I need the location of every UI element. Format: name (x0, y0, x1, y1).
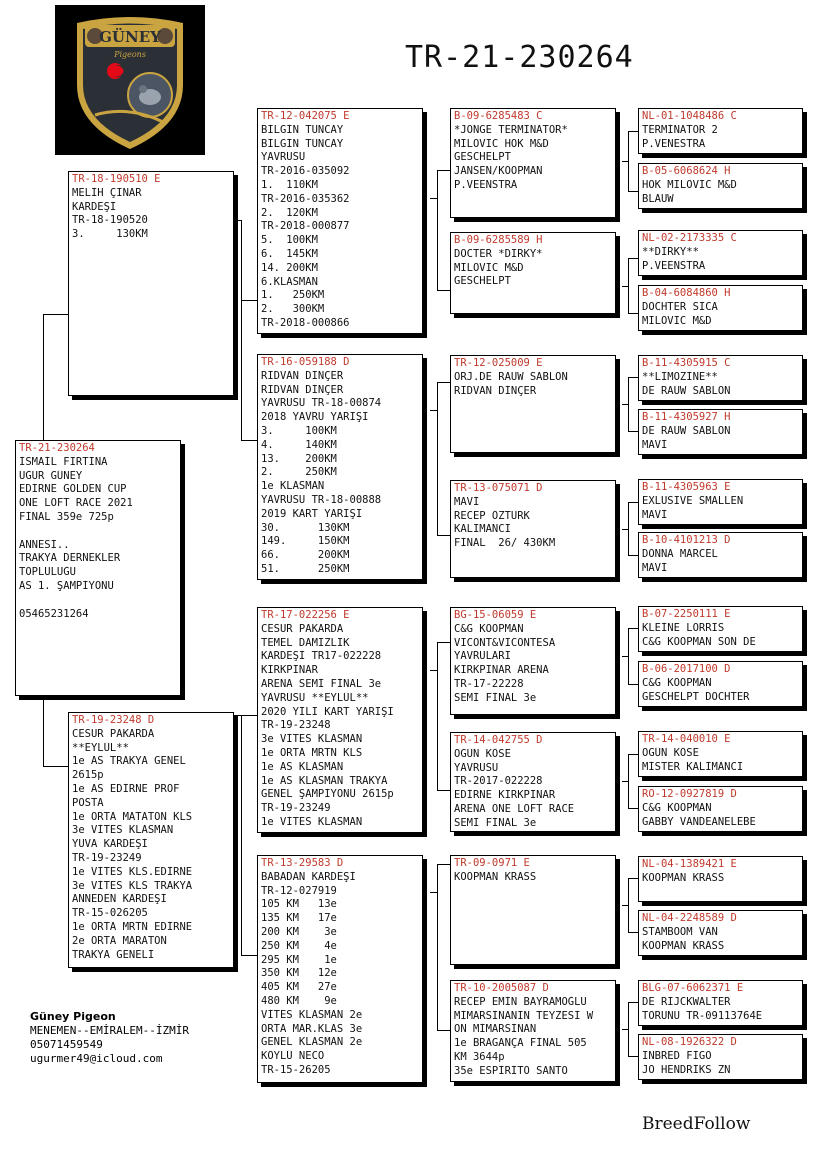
ring-number: B-11-4305963 E (642, 481, 731, 493)
connector-line (43, 766, 68, 767)
pedigree-line: TEMEL DAMIZLIK (261, 636, 350, 649)
ring-number: TR-16-059188 D (261, 356, 350, 368)
connector-line (234, 220, 241, 221)
connector-line (622, 529, 628, 530)
pedigree-line (19, 525, 177, 539)
connector-line (43, 314, 44, 440)
pedigree-line: DOCHTER SICA (642, 300, 718, 313)
pedigree-line: EDİRNE KIRKPINAR (454, 789, 556, 802)
connector-line (628, 131, 638, 132)
pedigree-line: DE RAUW SABLON (642, 384, 731, 397)
svg-text:GÜNEY: GÜNEY (99, 28, 161, 46)
pedigree-line: 1e ORTA MRTN KLS (261, 746, 363, 759)
pedigree-line: DE RAUW SABLON (642, 424, 731, 437)
pedigree-line: 2615p (72, 769, 104, 782)
pedigree-line: 2. 120KM (261, 206, 318, 219)
pedigree-line: KOOPMAN KRASS (642, 939, 725, 952)
connector-line (628, 878, 638, 879)
pedigree-line: 05465231264 (19, 607, 89, 620)
pedigree-line: MAVİ (642, 508, 668, 521)
pedigree-line: FİNAL 26/ 430KM (454, 537, 556, 550)
connector-line (628, 502, 629, 555)
pedigree-line: 1e VİTES KLS.EDİRNE (72, 865, 193, 878)
ring-number: TR-10-2005087 D (454, 982, 549, 994)
pedigree-line: İSMAİL FIRTINA (19, 455, 108, 468)
owner-phone[interactable]: 05071459549 (30, 1038, 103, 1051)
ring-number: NL-08-1926322 D (642, 1036, 737, 1048)
pedigree-line: 51. 250KM (261, 562, 350, 575)
pedigree-line: ON MİMARSİNAN (454, 1023, 537, 1036)
pedigree-line: 135 KM 17e (261, 912, 337, 925)
pedigree-line: YAVRUSU TR-18-00874 (261, 397, 382, 410)
pedigree-line: TOPLULUĞU (19, 566, 76, 579)
ring-number: B-07-2250111 E (642, 608, 731, 620)
pedigree-line: UĞUR GÜNEY (19, 469, 83, 482)
connector-line (622, 905, 628, 906)
pedigree-line: 1e VİTES KLASMAN (261, 815, 363, 828)
pedigree-line: KOOPMAN KRASS (454, 870, 537, 883)
pedigree-line: MİMARSİNANIN TEYZESİ W (454, 1009, 594, 1022)
sire-box (68, 171, 234, 396)
ring-number: TR-12-025009 E (454, 357, 543, 369)
pedigree-line: *JONGE TERMINATOR* (454, 123, 568, 136)
pedigree-line: RIDVAN DİNÇER (261, 369, 344, 382)
connector-line (437, 642, 450, 643)
grandparent-box-3 (257, 607, 423, 833)
great-grandparent-box-5 (450, 607, 616, 715)
pedigree-line: HOK MILOVIC M&D (642, 178, 737, 191)
connector-line (628, 754, 629, 808)
owner-info (30, 1010, 189, 1066)
connector-line (628, 808, 638, 809)
pedigree-line: 6. 145KM (261, 247, 318, 260)
pedigree-line: 250 KM 4e (261, 939, 337, 952)
great-grandparent-box-6 (450, 732, 616, 832)
connector-line (628, 377, 638, 378)
ring-number: B-10-4101213 D (642, 534, 731, 546)
ring-number: TR-17-022256 E (261, 609, 350, 621)
pedigree-line: 1e AS TRAKYA GENEL (72, 755, 186, 768)
pedigree-line: BLAUW (642, 192, 674, 205)
pedigree-line: YAVRUSU (454, 761, 499, 774)
grandparent-box-2 (257, 354, 423, 580)
ring-number: NL-04-1389421 E (642, 858, 737, 870)
pedigree-line: RIDVAN DİNÇER (261, 383, 344, 396)
pedigree-line (19, 594, 177, 608)
pedigree-line: 3e VİTES KLASMAN (72, 824, 174, 837)
pedigree-line: TR-2018-000866 (261, 316, 350, 329)
connector-line (628, 258, 629, 313)
connector-line (430, 670, 437, 671)
connector-line (437, 790, 450, 791)
shield-logo-icon (55, 5, 205, 155)
connector-line (628, 431, 638, 432)
pedigree-line: RIDVAN DİNÇER (454, 384, 537, 397)
connector-line (241, 220, 242, 440)
pedigree-line: YUVA KARDEŞİ (72, 838, 148, 851)
ring-number: BG-15-06059 E (454, 609, 537, 621)
pedigree-line: SEMİ FİNAL 3e (454, 691, 537, 704)
ggg-parent-box-4 (638, 285, 803, 331)
logo (55, 5, 205, 155)
pedigree-line: 2019 KART YARIŞI (261, 507, 363, 520)
pedigree-line: BİLGİN TUNCAY (261, 137, 344, 150)
connector-line (628, 191, 638, 192)
pedigree-line: C&G KOOPMAN (642, 676, 712, 689)
pedigree-line: GESCHELPT (454, 275, 511, 288)
connector-line (437, 1030, 450, 1031)
ggg-parent-box-11 (638, 731, 803, 777)
pedigree-line: C&G KOOPMAN SON DE (642, 635, 756, 648)
pedigree-line: ANNEDEN KARDEŞİ (72, 893, 167, 906)
pedigree-line: 1. 250KM (261, 289, 325, 302)
pedigree-line: TRAKYA GENELİ (72, 948, 155, 961)
connector-line (241, 715, 242, 955)
ring-number: B-09-6285483 C (454, 110, 543, 122)
pedigree-line: GESCHELPT DOCHTER (642, 690, 750, 703)
ring-number: TR-13-29583 D (261, 857, 344, 869)
pedigree-line: C&G KOOPMAN (642, 801, 712, 814)
connector-line (437, 864, 450, 865)
pedigree-line: DE RİJCKWALTER (642, 995, 731, 1008)
pedigree-line: **LIMOZINE** (642, 370, 718, 383)
pedigree-line: 2020 YILI KART YARIŞI (261, 705, 394, 718)
ggg-parent-box-8 (638, 532, 803, 578)
pedigree-line: KOOPMAN KRASS (642, 871, 725, 884)
ring-number: TR-13-075071 D (454, 482, 543, 494)
pedigree-line: ORJ.DE RAUW SABLON (454, 370, 568, 383)
connector-line (43, 314, 68, 315)
owner-address: MENEMEN--EMİRALEM--İZMİR (30, 1024, 189, 1037)
ggg-parent-box-15 (638, 980, 803, 1026)
pedigree-line: EDİRNE GOLDEN CUP (19, 483, 127, 496)
pedigree-line: VICONT&VICONTESA (454, 636, 556, 649)
pedigree-line: MAVİ (454, 495, 480, 508)
pedigree-line: 5. 100KM (261, 234, 318, 247)
pedigree-line: **EYLÜL** (72, 741, 129, 754)
pedigree-title: TR-21-230264 (405, 40, 634, 75)
grandparent-box-1 (257, 108, 423, 334)
pedigree-line: CESUR PAKARDA (261, 622, 344, 635)
pedigree-line: 1e ORTA MATATON KLS (72, 810, 193, 823)
pedigree-line: P.VEENSTRA (454, 178, 518, 191)
pedigree-line: KLEİNE LORRIS (642, 621, 725, 634)
pedigree-line: ONE LOFT RACE 2021 (19, 497, 133, 510)
pedigree-line: 3e VİTES KLASMAN (261, 733, 363, 746)
pedigree-line: TR-17-22228 (454, 677, 524, 690)
connector-line (430, 410, 437, 411)
connector-line (628, 932, 638, 933)
great-grandparent-box-1 (450, 108, 616, 218)
pedigree-line: P.VEENSTRA (642, 259, 706, 272)
pedigree-line: KIRKPINAR (261, 664, 318, 677)
great-grandparent-box-2 (450, 232, 616, 314)
ggg-parent-box-9 (638, 606, 803, 652)
pedigree-line: 66. 200KM (261, 549, 350, 562)
pedigree-line: ARENA SEMİ FİNAL 3e (261, 677, 382, 690)
dam-box (68, 712, 234, 968)
connector-line (628, 1002, 638, 1003)
ggg-parent-box-14 (638, 910, 803, 956)
connector-line (628, 377, 629, 431)
ring-number: B-09-6285589 H (454, 234, 543, 246)
pedigree-line: DONNA MARCEL (642, 547, 718, 560)
owner-email[interactable]: ugurmer49@icloud.com (30, 1052, 163, 1065)
pedigree-line: KM 3644p (454, 1050, 505, 1063)
pedigree-line: C&G KOOPMAN (454, 622, 524, 635)
pedigree-line: INBRED FİGO (642, 1049, 712, 1062)
pedigree-line: FİNAL 359e 725p (19, 510, 114, 523)
pedigree-line: 295 KM 1e (261, 953, 337, 966)
pedigree-line: YAVRUSU (261, 151, 306, 164)
connector-line (241, 715, 257, 716)
ggg-parent-box-10 (638, 661, 803, 707)
pedigree-line: 2e ORTA MARATON (72, 934, 167, 947)
connector-line (437, 290, 450, 291)
connector-line (628, 684, 638, 685)
ggg-parent-box-16 (638, 1034, 803, 1080)
pedigree-line: 30. 130KM (261, 521, 350, 534)
connector-line (437, 864, 438, 1030)
pedigree-line: TR-12-027919 (261, 884, 337, 897)
ring-number: B-11-4305915 C (642, 357, 731, 369)
pedigree-line: 1e KLASMAN (261, 480, 325, 493)
ring-number: RO-12-0927819 D (642, 788, 737, 800)
ggg-parent-box-2 (638, 163, 803, 209)
ggg-parent-box-12 (638, 786, 803, 832)
ring-number: TR-09-0971 E (454, 857, 530, 869)
pedigree-line: 3. 100KM (261, 424, 337, 437)
pedigree-line: MİSTER KALİMANCI (642, 760, 744, 773)
pedigree-line: KIRKPINAR ARENA (454, 664, 549, 677)
pedigree-line: OGÜN KÖSE (642, 746, 699, 759)
ring-number: TR-19-23248 D (72, 714, 155, 726)
pedigree-line: 1e BRAGANÇA FİNAL 505 (454, 1037, 587, 1050)
connector-line (628, 628, 638, 629)
pedigree-line: RECEP ÖZTÜRK (454, 509, 530, 522)
pedigree-line: GENEL KLASMAN 2e (261, 1036, 363, 1049)
pedigree-line: 350 KM 12e (261, 967, 337, 980)
subject-box (15, 440, 181, 696)
connector-line (241, 440, 257, 441)
connector-line (437, 535, 450, 536)
pedigree-line: CESUR PAKARDA (72, 727, 155, 740)
pedigree-line: MILOVIC M&D (642, 314, 712, 327)
great-grandparent-box-3 (450, 355, 616, 453)
ring-number: TR-18-190510 E (72, 173, 161, 185)
pedigree-line: TERMİNATOR 2 (642, 123, 718, 136)
pedigree-line: MILOVIC M&D (454, 261, 524, 274)
ring-number: B-04-6084860 H (642, 287, 731, 299)
pedigree-line: ORTA MAR.KLAS 3e (261, 1022, 363, 1035)
connector-line (622, 1029, 628, 1030)
pedigree-line: 1e ORTA MRTN EDİRNE (72, 920, 193, 933)
pedigree-line: TR-15-026205 (72, 907, 148, 920)
pedigree-line: KARDEŞİ TR17-022228 (261, 650, 382, 663)
pedigree-line: KARDEŞİ (72, 200, 117, 213)
pedigree-line: 2. 300KM (261, 303, 325, 316)
pedigree-line: 3. 130KM (72, 228, 148, 241)
pedigree-line: EXLUSIVE SMALLEN (642, 494, 744, 507)
pedigree-line: ANNESİ.. (19, 538, 70, 551)
pedigree-line: 480 KM 9e (261, 994, 337, 1007)
pedigree-line: 14. 200KM (261, 261, 318, 274)
pedigree-line: TR-2016-035092 (261, 165, 350, 178)
connector-line (628, 131, 629, 191)
pedigree-line: POSTA (72, 796, 104, 809)
pedigree-line: ARENA ONE LOFT RACE (454, 802, 575, 815)
ggg-parent-box-7 (638, 479, 803, 525)
ring-number: TR-21-230264 (19, 442, 95, 454)
connector-line (622, 404, 628, 405)
ring-number: B-06-2017100 D (642, 663, 731, 675)
pedigree-line: TRAKYA DERNEKLER (19, 552, 121, 565)
connector-line (622, 781, 628, 782)
pedigree-line: 1. 110KM (261, 178, 318, 191)
pedigree-line: TR-15-26205 (261, 1063, 331, 1076)
connector-line (628, 258, 638, 259)
ring-number: TR-12-042075 E (261, 110, 350, 122)
grandparent-box-4 (257, 855, 423, 1083)
connector-line (437, 382, 438, 535)
connector-line (437, 170, 450, 171)
pedigree-line: MILOVIC HOK M&D (454, 137, 549, 150)
great-grandparent-box-4 (450, 480, 616, 578)
pedigree-line: OGÜN KÖSE (454, 747, 511, 760)
pedigree-line: BİLGİN TUNCAY (261, 123, 344, 136)
connector-line (437, 170, 438, 290)
ring-number: B-11-4305927 H (642, 411, 731, 423)
connector-line (628, 502, 638, 503)
great-grandparent-box-7 (450, 855, 616, 965)
ring-number: NL-02-2173335 C (642, 232, 737, 244)
pedigree-line: BABADAN KARDEŞİ (261, 870, 356, 883)
pedigree-line: 149. 150KM (261, 535, 350, 548)
pedigree-line: TR-19-23248 (261, 719, 331, 732)
connector-line (430, 198, 437, 199)
pedigree-line: MAVİ (642, 438, 668, 451)
pedigree-line: TR-18-190520 (72, 214, 148, 227)
pedigree-line: TORUNU TR-09113764E (642, 1009, 763, 1022)
pedigree-line: 1e AS KLASMAN (261, 760, 344, 773)
pedigree-line: 35e ESPİRİTO SANTO (454, 1064, 568, 1077)
connector-line (622, 656, 628, 657)
ggg-parent-box-1 (638, 108, 803, 154)
pedigree-line: DOCTER *DIRKY* (454, 247, 543, 260)
ggg-parent-box-13 (638, 856, 803, 902)
pedigree-line: MELİH ÇINAR (72, 186, 142, 199)
connector-line (234, 715, 241, 716)
ring-number: TR-14-042755 D (454, 734, 543, 746)
ggg-parent-box-6 (638, 409, 803, 455)
ggg-parent-box-5 (638, 355, 803, 401)
pedigree-line: KALIMANCI (454, 523, 511, 536)
pedigree-line: 1e AS EDİRNE PROF (72, 782, 180, 795)
connector-line (628, 1002, 629, 1056)
connector-line (241, 300, 257, 301)
pedigree-line: YAVRUSU **EYLÜL** (261, 691, 369, 704)
pedigree-line: 4. 140KM (261, 438, 337, 451)
pedigree-line: GENEL ŞAMPİYONU 2615p (261, 788, 394, 801)
pedigree-line: 3e VİTES KLS TRAKYA (72, 879, 193, 892)
connector-line (437, 642, 438, 790)
pedigree-line: TR-2017-022228 (454, 775, 543, 788)
ggg-parent-box-3 (638, 230, 803, 276)
pedigree-line: VİTES KLASMAN 2e (261, 1008, 363, 1021)
pedigree-line: SEMİ FİNAL 3e (454, 816, 537, 829)
connector-line (241, 955, 257, 956)
connector-line (628, 1056, 638, 1057)
ring-number: BLG-07-6062371 E (642, 982, 744, 994)
pedigree-line: 6.KLASMAN (261, 275, 318, 288)
pedigree-line: RECEP EMİN BAYRAMOĞLU (454, 995, 587, 1008)
connector-line (628, 628, 629, 684)
ring-number: TR-14-040010 E (642, 733, 731, 745)
pedigree-line: 2018 YAVRU YARIŞI (261, 411, 369, 424)
great-grandparent-box-8 (450, 980, 616, 1082)
ring-number: NL-01-1048486 C (642, 110, 737, 122)
connector-line (628, 878, 629, 932)
pedigree-line: JANSEN/KOOPMAN (454, 165, 543, 178)
pedigree-line: JO HENDRİKS ZN (642, 1063, 731, 1076)
connector-line (43, 696, 44, 766)
pedigree-line: TR-2018-000877 (261, 220, 350, 233)
pedigree-line: 200 KM 3e (261, 925, 337, 938)
pedigree-line: 2. 250KM (261, 466, 337, 479)
pedigree-line: TR-19-23249 (261, 802, 331, 815)
pedigree-line: 105 KM 13e (261, 898, 337, 911)
connector-line (622, 286, 628, 287)
pedigree-line: MAVİ (642, 561, 668, 574)
pedigree-line: TR-19-23249 (72, 851, 142, 864)
ring-number: NL-04-2248589 D (642, 912, 737, 924)
pedigree-line: 405 KM 27e (261, 981, 337, 994)
connector-line (430, 892, 437, 893)
pedigree-line: **DIRKY** (642, 245, 699, 258)
svg-text:Pigeons: Pigeons (114, 50, 146, 59)
owner-name: Güney Pigeon (30, 1010, 116, 1023)
pedigree-line: GESCHELPT (454, 151, 511, 164)
connector-line (628, 754, 638, 755)
pedigree-line: GABBY VANDEANELEBE (642, 815, 756, 828)
connector-line (437, 382, 450, 383)
pedigree-line: 1e AS KLASMAN TRAKYA (261, 774, 388, 787)
brand-footer: BreedFollow (642, 1114, 751, 1134)
connector-line (628, 313, 638, 314)
pedigree-line: YAVRULARI (454, 650, 511, 663)
pedigree-line: AS 1. ŞAMPİYONU (19, 579, 114, 592)
connector-line (628, 555, 638, 556)
pedigree-line: YAVRUSU TR-18-00888 (261, 493, 382, 506)
connector-line (622, 161, 628, 162)
pedigree-line: 13. 200KM (261, 452, 337, 465)
ring-number: B-05-6068624 H (642, 165, 731, 177)
pedigree-line: STAMBOOM VAN (642, 925, 718, 938)
pedigree-line: P.VENESTRA (642, 137, 706, 150)
pedigree-line: TR-2016-035362 (261, 192, 350, 205)
pedigree-line: KÖYLÜ NECO (261, 1050, 325, 1063)
